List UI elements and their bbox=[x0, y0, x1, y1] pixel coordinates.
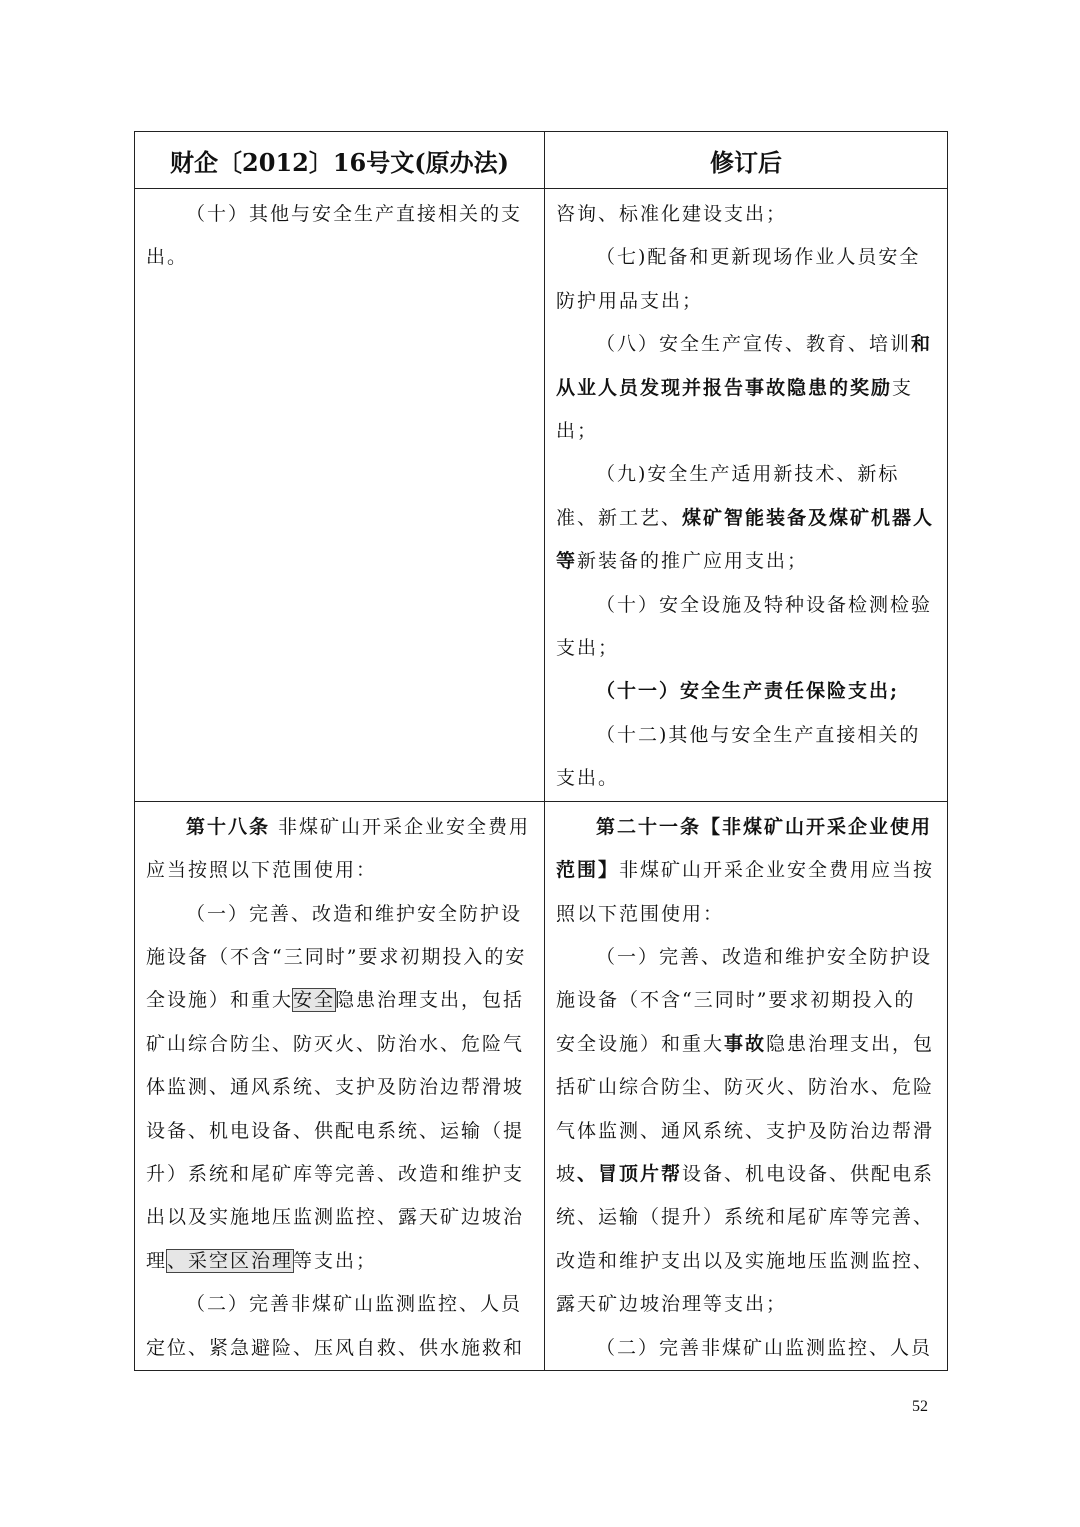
text-span: 非煤矿山开采企业安全费用应当按照以下范围使用： bbox=[146, 815, 531, 882]
article-number: 第十八条 bbox=[186, 815, 271, 838]
text-span: 支出； bbox=[556, 376, 914, 443]
revised-paragraph: （十二)其他与安全生产直接相关的支出。 bbox=[556, 723, 921, 790]
revised-paragraph: （七)配备和更新现场作业人员安全防护用品支出； bbox=[556, 246, 921, 312]
original-cell bbox=[135, 801, 545, 1370]
revised-paragraph bbox=[556, 936, 936, 1327]
text-span: （八）安全生产宣传、教育、培训 bbox=[596, 333, 912, 356]
comparison-table bbox=[134, 131, 948, 1371]
text-span: （一）完善、改造和维护安全防护设施设备（不含“三同时”要求初期投入的安全设施）和重大 bbox=[556, 945, 933, 1055]
added-paragraph: （十一）安全生产责任保险支出; bbox=[596, 680, 900, 703]
added-text: 、冒顶片帮 bbox=[577, 1162, 683, 1185]
revised-paragraph bbox=[556, 453, 936, 583]
text-span: 非煤矿山开采企业安全费用应当按照以下范围使用： bbox=[556, 859, 935, 925]
original-paragraph bbox=[146, 806, 533, 893]
text-span: 新装备的推广应用支出； bbox=[577, 550, 809, 573]
revised-paragraph bbox=[556, 806, 936, 936]
revised-paragraph bbox=[556, 323, 936, 453]
page-number: 52 bbox=[912, 1398, 928, 1415]
text-span: 设备、机电设备、供配电系统、运输（提升）系统和尾矿库等完善、改造和维护支出以及实施地压监测监控、露天矿边坡治理等支出； bbox=[556, 1162, 935, 1316]
added-text: 事故 bbox=[724, 1032, 767, 1055]
table-row bbox=[135, 189, 948, 802]
revised-paragraph: （十）安全设施及特种设备检测检验支出； bbox=[556, 593, 933, 660]
revised-paragraph: （二）完善非煤矿山监测监控、人员 bbox=[596, 1336, 933, 1359]
text-span: （九)安全生产适用新技术、新标准、新工艺、 bbox=[556, 463, 900, 529]
revised-paragraph: 咨询、标准化建设支出； bbox=[556, 203, 788, 225]
text-span: 隐患治理支出，包括矿山综合防尘、防灭火、防治水、危险气体监测、通风系统、支护及防治边帮滑坡 bbox=[556, 1032, 935, 1185]
header-revised: 修订后 bbox=[545, 132, 948, 189]
revised-cell bbox=[545, 189, 948, 802]
article-title: 第二十一条【非煤矿山开采企业使用范围】 bbox=[556, 815, 933, 882]
added-text: 煤矿智能装备及煤矿机器人等 bbox=[556, 506, 935, 573]
table-row bbox=[135, 801, 948, 1370]
deleted-text-highlight: 安全 bbox=[293, 989, 336, 1012]
original-paragraph bbox=[146, 893, 533, 1284]
revised-cell bbox=[545, 801, 948, 1370]
original-cell bbox=[135, 189, 545, 802]
original-paragraph: （二）完善非煤矿山监测监控、人员定位、紧急避险、压风自救、供水施救和 bbox=[146, 1293, 525, 1359]
header-original: 财企〔2012〕16号文(原办法) bbox=[135, 132, 545, 189]
text-span: 隐患治理支出，包括矿山综合防尘、防灭火、防治水、危险气体监测、通风系统、支护及防治边帮滑坡设备、机电设备、供配电系统、运输（提升）系统和尾矿库等完善、改造和维护支出以及实施地压监测监控、露天矿边坡治理 bbox=[146, 989, 525, 1272]
text-span: （一）完善、改造和维护安全防护设施设备（不含“三同时”要求初期投入的安全设施）和重大 bbox=[146, 902, 527, 1012]
added-text: 和从业人员发现并报告事故隐患的奖励 bbox=[556, 333, 933, 399]
deleted-text-highlight: 、采空区治理 bbox=[167, 1249, 294, 1272]
header-row bbox=[135, 132, 948, 189]
original-paragraph: （十）其他与安全生产直接相关的支出。 bbox=[146, 203, 523, 269]
text-span: 等支出； bbox=[293, 1249, 378, 1272]
